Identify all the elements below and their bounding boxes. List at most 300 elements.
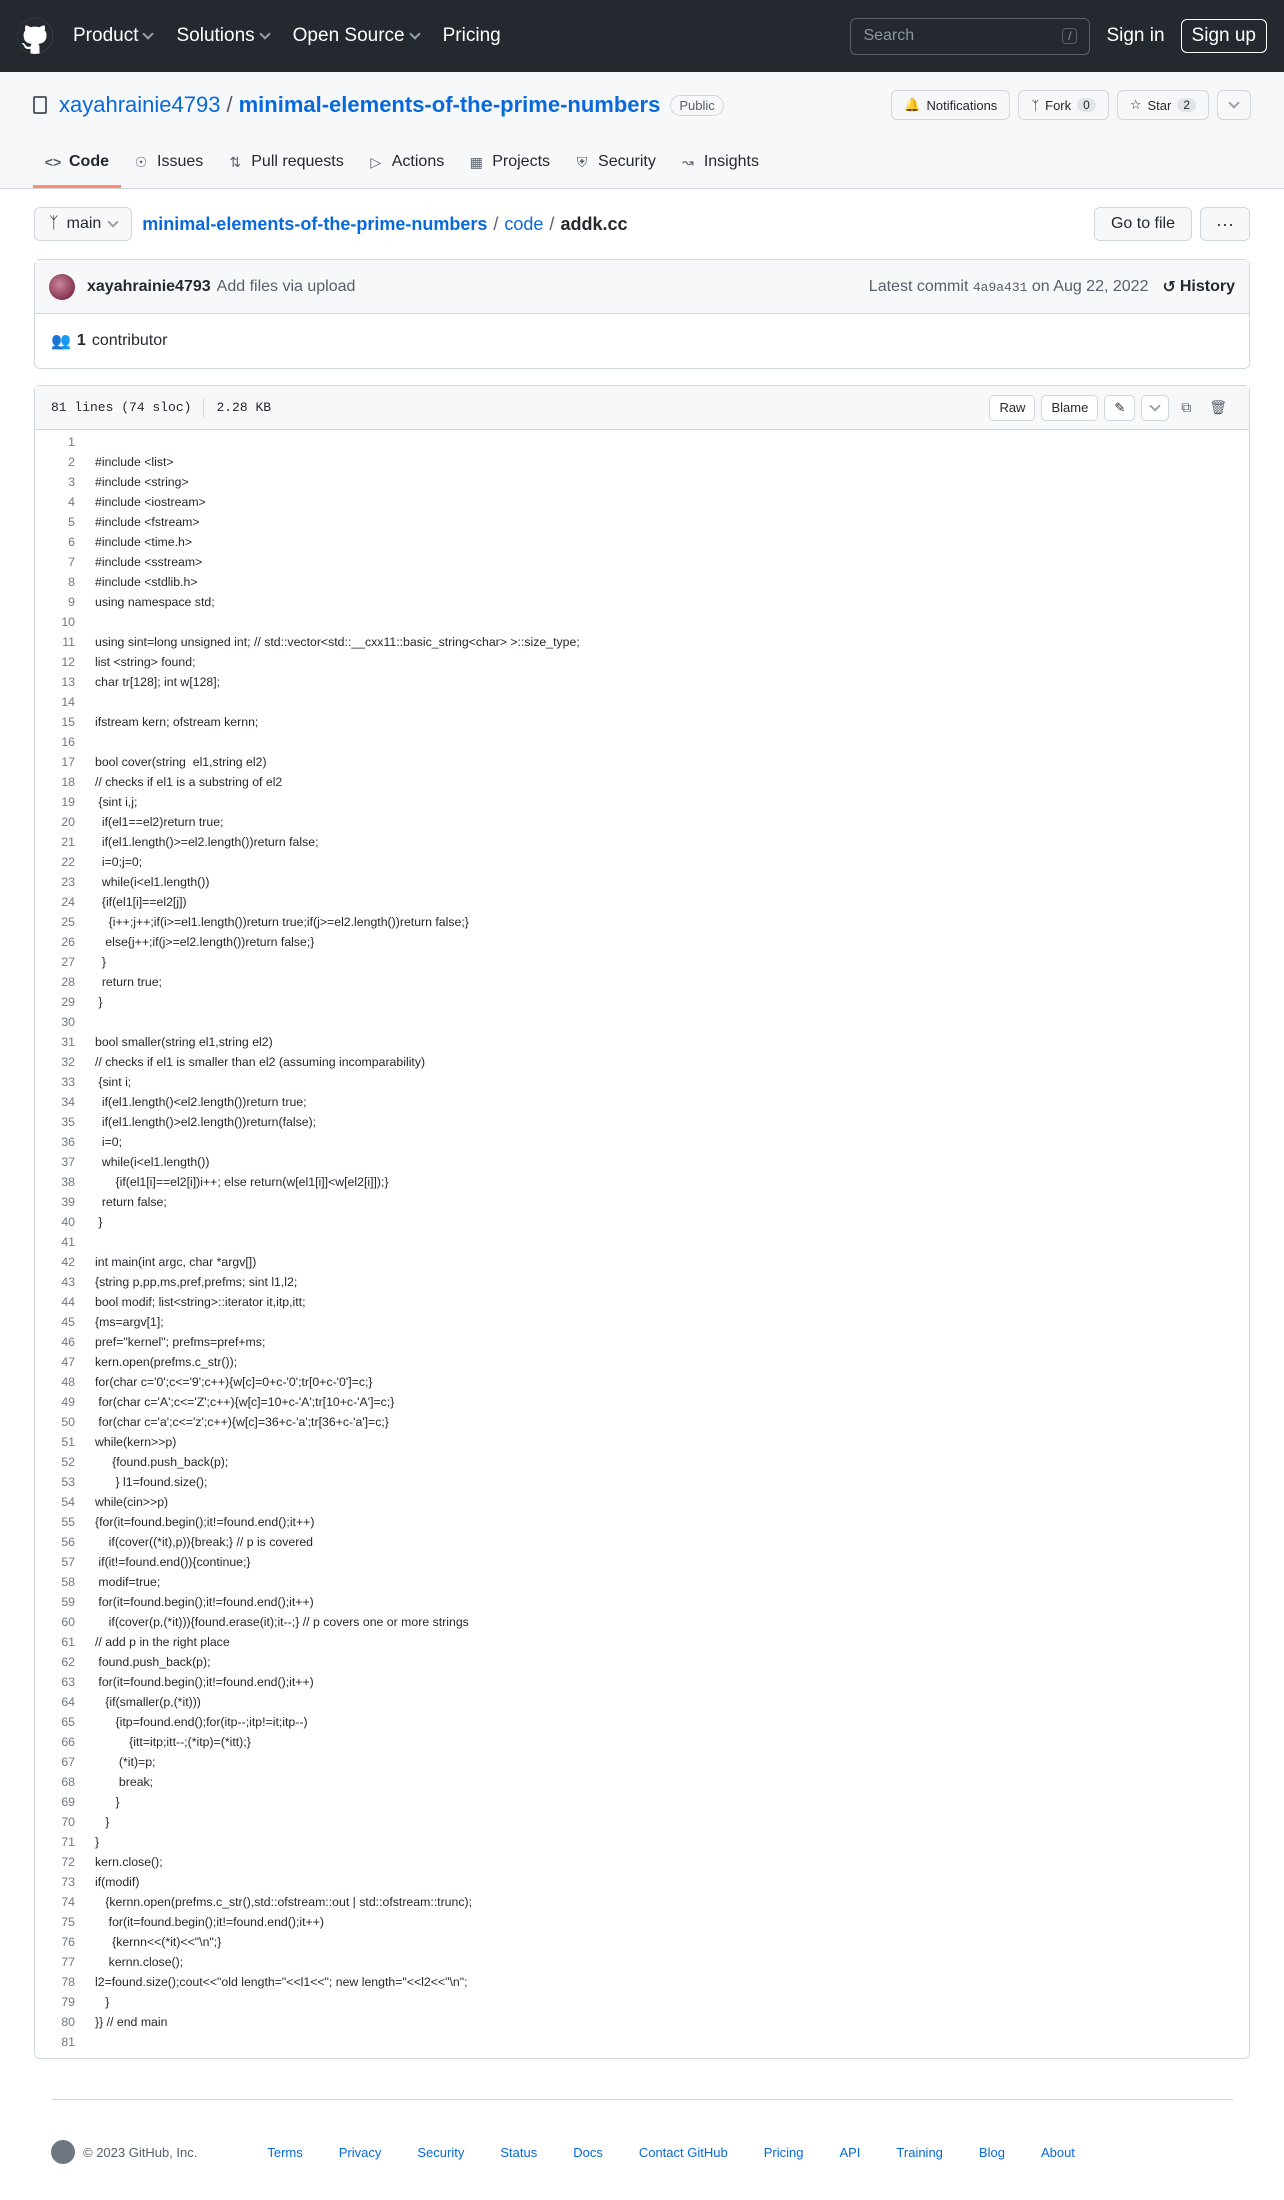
line-content: {if(el1[i]==el2[i])i++; else return(w[el1[i]]<w[el2[i]]);} [95,1175,389,1189]
code-line [35,1712,1249,1732]
line-number[interactable]: 17 [61,755,75,769]
line-number[interactable]: 44 [61,1295,75,1309]
pull-request-icon: ⇅ [229,153,242,170]
footer-link[interactable]: Training [896,2144,943,2160]
line-number[interactable]: 46 [61,1335,75,1349]
line-number[interactable]: 1 [68,435,75,449]
code-line [35,2032,1249,2052]
line-content: return true; [95,975,162,989]
line-number[interactable]: 39 [61,1195,75,1209]
line-number[interactable]: 36 [61,1135,75,1149]
code-line [35,1472,1249,1492]
line-content: #include <stdlib.h> [95,575,198,589]
code-line [35,652,1249,672]
code-line [35,1112,1249,1132]
commit-message-link[interactable]: Add files via upload [216,277,356,295]
contributor-count: 1 [76,332,86,349]
footer-link[interactable]: API [839,2144,861,2160]
history-link[interactable]: ↺ History [1162,277,1235,296]
line-content: #include <time.h> [95,535,193,549]
pencil-icon: ✎ [1114,399,1126,415]
line-number[interactable]: 58 [61,1575,75,1589]
code-line [35,812,1249,832]
footer-link[interactable]: Privacy [338,2144,382,2160]
code-line [35,1512,1249,1532]
code-line [35,1132,1249,1152]
code-line [35,1612,1249,1632]
file-viewer [34,385,1250,2059]
line-number[interactable]: 69 [61,1795,75,1809]
line-number[interactable]: 38 [61,1175,75,1189]
line-content: kernn.close(); [95,1955,184,1969]
search-placeholder: Search [863,27,915,44]
footer-link[interactable]: Blog [978,2144,1005,2160]
tab-pull-requests[interactable]: ⇅ Pull requests [215,153,356,188]
line-number[interactable]: 22 [61,855,75,869]
code-line [35,1152,1249,1172]
line-number[interactable]: 64 [61,1695,75,1709]
line-content: char tr[128]; int w[128]; [95,675,221,689]
copy-button[interactable] [1175,395,1197,421]
line-content: break; [95,1775,154,1789]
code-line [35,1992,1249,2012]
code-view [35,430,1249,2058]
line-number[interactable]: 8 [68,575,75,589]
line-content: } [95,1815,110,1829]
line-content: #include <string> [95,475,189,489]
code-line [35,1292,1249,1312]
code-line [35,632,1249,652]
line-content: {ms=argv[1]; [95,1315,164,1329]
line-number[interactable]: 49 [61,1395,75,1409]
star-icon: ☆ [1129,97,1142,112]
footer-link[interactable]: About [1040,2144,1075,2160]
line-number[interactable]: 10 [61,615,75,629]
line-number[interactable]: 67 [61,1755,75,1769]
blame-button[interactable]: Blame [1041,395,1098,421]
line-number[interactable]: 51 [61,1435,75,1449]
line-number[interactable]: 70 [61,1815,75,1829]
tab-insights[interactable]: ↝ Insights [668,153,771,188]
code-line [35,972,1249,992]
line-number[interactable]: 56 [61,1535,75,1549]
code-icon: <> [44,154,62,170]
code-line [35,572,1249,592]
line-number[interactable]: 63 [61,1675,75,1689]
notifications-button[interactable]: 🔔 Notifications [891,90,1010,120]
line-content: list <string> found; [95,655,196,669]
line-number[interactable]: 9 [68,595,75,609]
code-line [35,1192,1249,1212]
tab-projects[interactable]: ▦ Projects [469,153,551,170]
line-number[interactable]: 24 [61,895,75,909]
code-line [35,672,1249,692]
line-number[interactable]: 57 [61,1555,75,1569]
line-number[interactable]: 20 [61,815,75,829]
code-line [35,1232,1249,1252]
line-number[interactable]: 34 [61,1095,75,1109]
footer-link[interactable]: Contact GitHub [638,2144,728,2160]
line-content: pref="kernel"; prefms=pref+ms; [95,1335,266,1349]
line-content: {itt=itp;itt--;(*itp)=(*itt);} [95,1735,251,1749]
line-number[interactable]: 18 [61,775,75,789]
go-to-file-button[interactable]: Go to file [1094,207,1192,241]
code-line [35,1492,1249,1512]
chevron-down-icon [1228,97,1239,108]
code-line [35,752,1249,772]
main-content [0,189,1284,2164]
line-number[interactable]: 33 [61,1075,75,1089]
line-content: } [95,1835,100,1849]
code-line [35,992,1249,1012]
line-number[interactable]: 79 [61,1995,75,2009]
tab-code[interactable]: <> Code [33,153,121,188]
delete-button[interactable] [1203,395,1233,421]
line-content: // add p in the right place [95,1635,230,1649]
line-content: int main(int argc, char *argv[]) [95,1255,257,1269]
line-number[interactable]: 16 [61,735,75,749]
line-number[interactable]: 25 [61,915,75,929]
code-line [35,1412,1249,1432]
file-path-bar [34,189,1250,259]
code-line [35,1652,1249,1672]
star-count: 2 [1177,98,1196,112]
code-line [35,1692,1249,1712]
line-number[interactable]: 50 [61,1415,75,1429]
line-number[interactable]: 14 [61,695,75,709]
code-line [35,1892,1249,1912]
code-line [35,732,1249,752]
code-line [35,912,1249,932]
line-content: while(cin>>p) [95,1495,169,1509]
code-line [35,1912,1249,1932]
line-number[interactable]: 30 [61,1015,75,1029]
line-number[interactable]: 35 [61,1115,75,1129]
code-line [35,892,1249,912]
avatar[interactable] [49,274,75,300]
code-line [35,1372,1249,1392]
code-line [35,1832,1249,1852]
github-mark-icon [51,2140,75,2164]
code-line [35,1452,1249,1472]
line-content: } [95,995,103,1009]
line-number[interactable]: 61 [61,1635,75,1649]
code-line [35,1792,1249,1812]
sign-up-button[interactable]: Sign up [1181,19,1267,53]
file-actions [989,395,1233,421]
line-number[interactable]: 80 [61,2015,75,2029]
code-line [35,712,1249,732]
nav-product[interactable]: Product [73,25,152,47]
line-content: kern.open(prefms.c_str()); [95,1355,238,1369]
line-content: {found.push_back(p); [95,1455,229,1469]
line-content: i=0;j=0; [95,855,143,869]
line-number[interactable]: 32 [61,1055,75,1069]
line-number[interactable]: 12 [61,655,75,669]
line-number[interactable]: 3 [68,475,75,489]
sign-in-link[interactable]: Sign in [1106,25,1165,46]
chevron-down-icon [259,28,270,39]
code-line [35,1072,1249,1092]
line-content: } [95,1215,103,1229]
chevron-down-icon [409,28,420,39]
repo-name-link[interactable]: minimal-elements-of-the-prime-numbers [238,92,661,117]
line-number[interactable]: 76 [61,1935,75,1949]
line-number[interactable]: 71 [61,1835,75,1849]
edit-dropdown-button[interactable] [1141,395,1169,421]
line-number[interactable]: 7 [68,555,75,569]
line-content: while(i<el1.length()) [95,875,210,889]
line-number[interactable]: 2 [68,455,75,469]
tab-issues[interactable]: ☉ Issues [134,153,204,170]
more-options-button[interactable]: ··· [1200,207,1250,241]
branch-icon: ᛉ [49,215,59,232]
line-number[interactable]: 78 [61,1975,75,1989]
history-icon: ↺ [1162,278,1176,296]
trash-icon: 🗑 [1209,399,1227,415]
line-number[interactable]: 65 [61,1715,75,1729]
code-line [35,1032,1249,1052]
line-number[interactable]: 45 [61,1315,75,1329]
footer-link[interactable]: Pricing [763,2144,804,2160]
people-icon: 👥 [51,333,71,350]
visibility-badge: Public [670,95,723,116]
code-line [35,1852,1249,1872]
code-line [35,532,1249,552]
line-content: using namespace std; [95,595,215,609]
code-line [35,1592,1249,1612]
breadcrumb: minimal-elements-of-the-prime-numbers / code / addk.cc [142,213,628,234]
line-content: #include <fstream> [95,515,200,529]
line-content: {string p,pp,ms,pref,prefms; sint l1,l2; [95,1275,298,1289]
line-number[interactable]: 54 [61,1495,75,1509]
line-content: if(el1==el2)return true; [95,815,224,829]
line-content: for(it=found.begin();it!=found.end();it++) [95,1675,314,1689]
tab-actions[interactable]: ▷ Actions [356,153,456,188]
nav-pricing[interactable]: Pricing [442,25,501,46]
line-number[interactable]: 5 [68,515,75,529]
line-content: {kernn<<(*it)<<"\n";} [95,1935,222,1949]
line-number[interactable]: 28 [61,975,75,989]
line-content: using sint=long unsigned int; // std::vector<std::__cxx11::basic_string<char> >::size_type; [95,635,580,649]
line-content: } [95,1795,120,1809]
line-number[interactable]: 13 [61,675,75,689]
line-number[interactable]: 68 [61,1775,75,1789]
line-content: for(it=found.begin();it!=found.end();it++) [95,1595,314,1609]
line-number[interactable]: 15 [61,715,75,729]
code-line [35,1972,1249,1992]
line-content: {sint i; [95,1075,132,1089]
line-number[interactable]: 40 [61,1215,75,1229]
code-line [35,1772,1249,1792]
breadcrumb-repo-link[interactable]: minimal-elements-of-the-prime-numbers [142,213,488,234]
line-content: {if(el1[i]==el2[j]) [95,895,187,909]
graph-icon: ↝ [681,153,694,170]
line-number[interactable]: 23 [61,875,75,889]
table-icon: ▦ [469,153,483,170]
code-line [35,1092,1249,1112]
tab-security[interactable]: ⛨ Security [562,153,668,188]
line-content: else{j++;if(j>=el2.length())return false;} [95,935,315,949]
code-line [35,432,1249,452]
line-number[interactable]: 21 [61,835,75,849]
code-line [35,1932,1249,1952]
branch-selector[interactable]: ᛉ main [34,207,132,241]
line-content: if(el1.length()>el2.length())return(false); [95,1115,317,1129]
fork-icon: ᛉ [1031,97,1040,113]
line-content: } [95,1995,110,2009]
line-content: while(kern>>p) [95,1435,177,1449]
contributors-row[interactable]: 👥 1 contributor [51,332,168,350]
edit-button[interactable] [1104,395,1135,421]
line-content: // checks if el1 is a substring of el2 [95,775,283,789]
file-size: 2.28 KB [216,400,272,415]
footer-copyright: © 2023 GitHub, Inc. [83,2144,198,2160]
copy-icon: ⧉ [1181,399,1192,415]
code-line [35,1252,1249,1272]
code-line [35,1632,1249,1652]
footer-link[interactable]: Status [500,2144,538,2160]
line-number[interactable]: 41 [61,1235,75,1249]
code-line [35,1052,1249,1072]
line-content: modif=true; [95,1575,161,1589]
line-content: (*it)=p; [95,1755,156,1769]
line-number[interactable]: 43 [61,1275,75,1289]
line-number[interactable]: 55 [61,1515,75,1529]
line-number[interactable]: 59 [61,1595,75,1609]
line-number[interactable]: 74 [61,1895,75,1909]
code-line [35,592,1249,612]
issue-icon: ☉ [134,153,148,170]
chevron-down-icon [143,28,154,39]
line-content: while(i<el1.length()) [95,1155,210,1169]
line-number[interactable]: 72 [61,1855,75,1869]
code-line [35,2012,1249,2032]
latest-commit-row [35,260,1249,314]
nav-solutions[interactable]: Solutions [176,25,268,47]
raw-button[interactable]: Raw [989,395,1035,421]
line-content: if(cover(p,(*it))){found.erase(it);it--;} // p covers one or more strings [95,1615,469,1629]
commit-sha-link[interactable]: 4a9a431 [972,279,1028,295]
nav-open-source[interactable]: Open Source [293,25,419,47]
line-number[interactable]: 48 [61,1375,75,1389]
line-content: bool cover(string el1,string el2) [95,755,267,769]
line-content: {kernn.open(prefms.c_str(),std::ofstream::out | std::ofstream::trunc); [95,1895,473,1909]
code-line [35,552,1249,572]
line-number[interactable]: 27 [61,955,75,969]
line-content: for(char c='0';c<='9';c++){w[c]=0+c-'0';tr[0+c-'0']=c;} [95,1375,373,1389]
line-content: if(it!=found.end()){continue;} [95,1555,251,1569]
line-content: #include <iostream> [95,495,206,509]
file-header [35,386,1249,430]
footer-link[interactable]: Terms [267,2144,303,2160]
line-content: if(modif) [95,1875,140,1889]
line-number[interactable]: 29 [61,995,75,1009]
code-line [35,612,1249,632]
line-content: kern.close(); [95,1855,163,1869]
line-content: found.push_back(p); [95,1655,211,1669]
code-line [35,792,1249,812]
code-line [35,1392,1249,1412]
repo-header [0,72,1284,189]
code-line [35,1532,1249,1552]
line-number[interactable]: 66 [61,1735,75,1749]
line-number[interactable]: 77 [61,1955,75,1969]
chevron-down-icon [1150,400,1161,411]
repo-icon [33,96,47,114]
line-content: } l1=found.size(); [95,1475,208,1489]
line-content: } [95,955,106,969]
fork-button[interactable]: ᛉ Fork 0 [1018,90,1109,120]
line-content: {i++;j++;if(i>=el1.length())return true;if(j>=el2.length())return false;} [95,915,469,929]
line-content: {itp=found.end();for(itp--;itp!=it;itp--) [95,1715,308,1729]
line-number[interactable]: 52 [61,1455,75,1469]
search-shortcut-key: / [1062,28,1077,44]
code-line [35,1552,1249,1572]
line-content: {for(it=found.begin();it!=found.end();it++) [95,1515,315,1529]
line-number[interactable]: 6 [68,535,75,549]
line-number[interactable]: 53 [61,1475,75,1489]
line-content: bool smaller(string el1,string el2) [95,1035,273,1049]
play-icon: ▷ [370,153,382,170]
code-line [35,1752,1249,1772]
line-content: #include <list> [95,455,174,469]
line-number[interactable]: 42 [61,1255,75,1269]
line-number[interactable]: 62 [61,1655,75,1669]
code-line [35,1212,1249,1232]
footer [51,2099,1233,2164]
star-button[interactable]: ☆ Star 2 [1117,90,1209,120]
code-line [35,952,1249,972]
github-logo-icon[interactable] [17,18,53,54]
line-number[interactable]: 26 [61,935,75,949]
star-dropdown-button[interactable] [1217,90,1251,120]
code-line [35,1352,1249,1372]
line-number[interactable]: 75 [61,1915,75,1929]
line-number[interactable]: 73 [61,1875,75,1889]
code-line [35,1272,1249,1292]
repo-owner-link[interactable]: xayahrainie4793 [59,92,221,117]
footer-link[interactable]: Docs [573,2144,603,2160]
repo-actions [891,90,1251,120]
line-number[interactable]: 4 [68,495,75,509]
line-content: if(cover((*it),p)){break;} // p is covered [95,1535,313,1549]
line-content: for(it=found.begin();it!=found.end();it++) [95,1915,324,1929]
global-header [0,0,1284,72]
line-number[interactable]: 37 [61,1155,75,1169]
repo-title: xayahrainie4793 / minimal-elements-of-the-prime-numbers Public 🔔 Notifications ᛉ Fork 0 ☆ Star 2 [33,72,1251,138]
line-content: // checks if el1 is smaller than el2 (assuming incomparability) [95,1055,426,1069]
commit-author-link[interactable]: xayahrainie4793 [87,277,211,295]
code-line [35,932,1249,952]
footer-link[interactable]: Security [417,2144,465,2160]
breadcrumb-dir-link[interactable]: code [504,213,544,234]
footer-links [267,2145,1075,2160]
commit-box [34,259,1250,369]
code-line [35,1732,1249,1752]
line-number[interactable]: 31 [61,1035,75,1049]
line-number[interactable]: 19 [61,795,75,809]
line-number[interactable]: 81 [61,2035,75,2049]
line-content: bool modif; list<string>::iterator it,itp,itt; [95,1295,306,1309]
bell-icon: 🔔 [904,97,921,112]
shield-icon: ⛨ [576,153,588,170]
search-input[interactable] [850,18,1090,55]
line-number[interactable]: 11 [62,635,75,649]
line-number[interactable]: 47 [61,1355,75,1369]
code-line [35,1672,1249,1692]
line-number[interactable]: 60 [61,1615,75,1629]
